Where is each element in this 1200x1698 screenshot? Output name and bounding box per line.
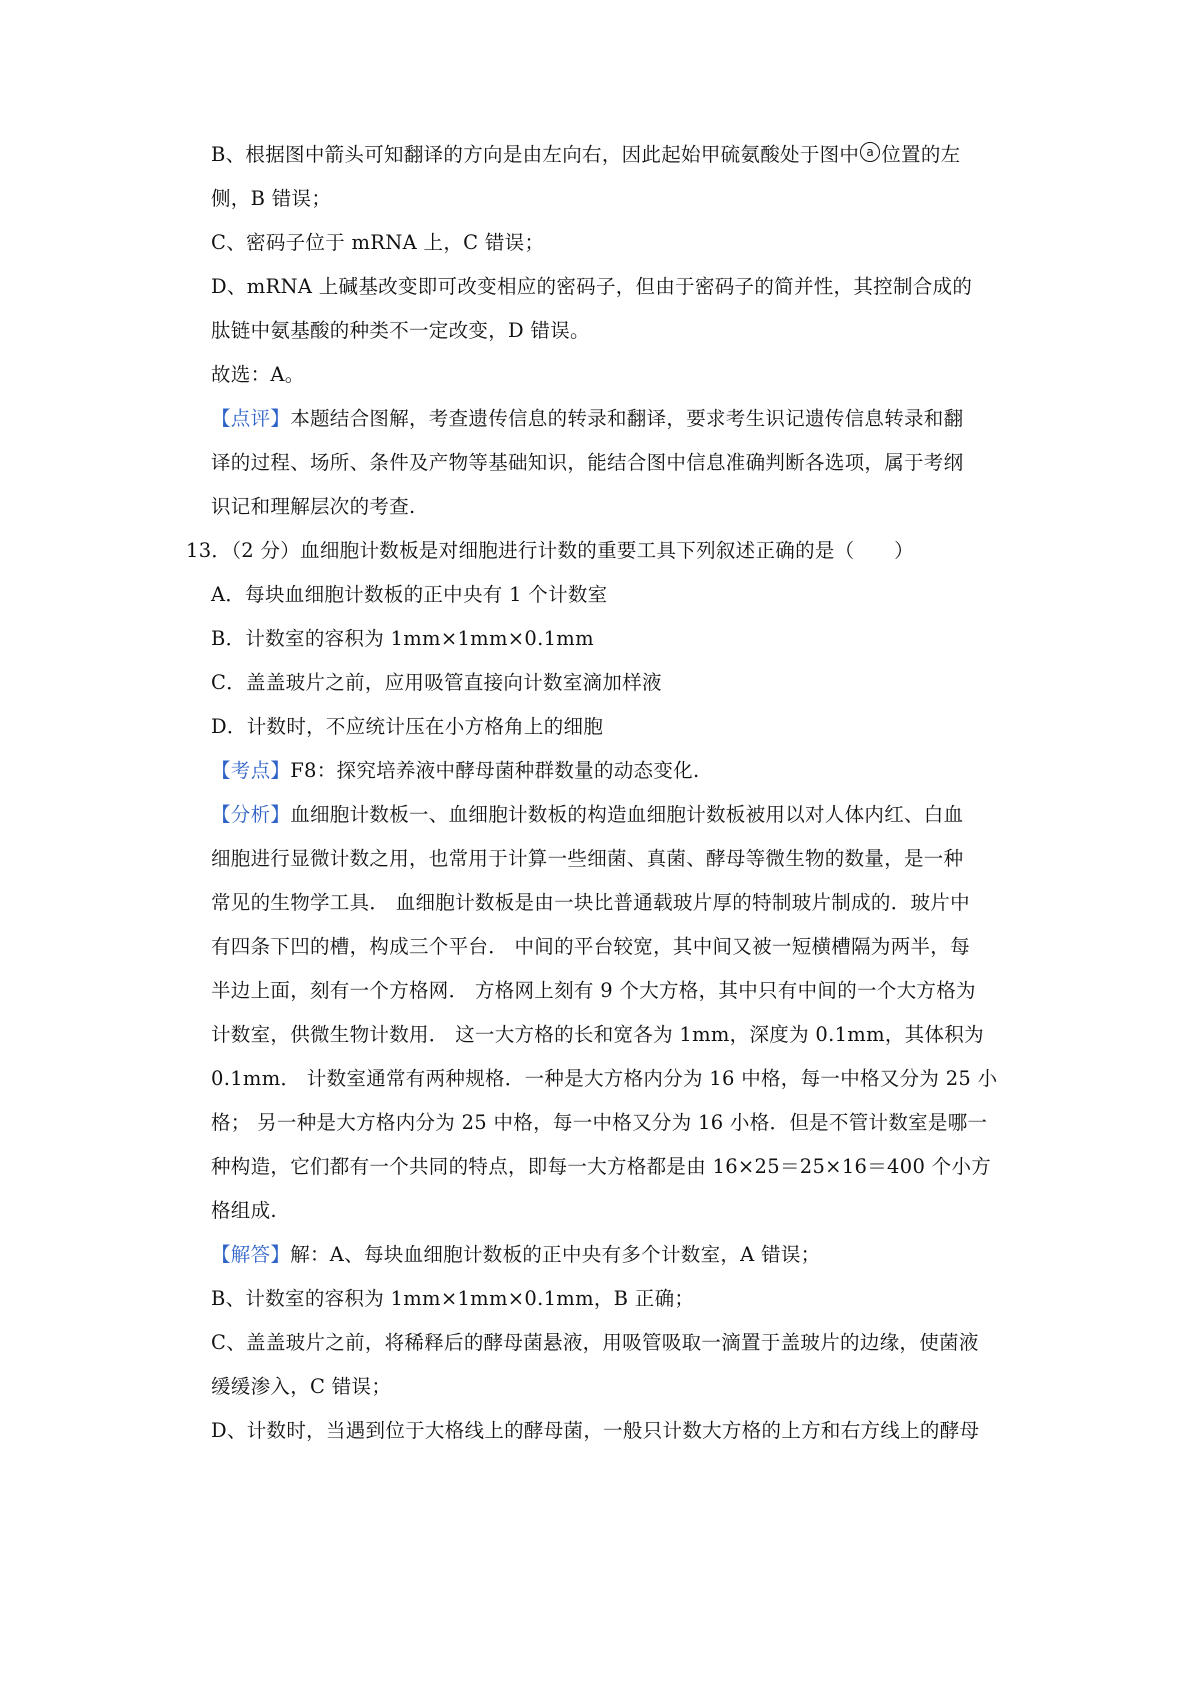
- comment-line: [211, 405, 1031, 433]
- line-text: F8：探究培养液中酵母菌种群数量的动态变化.: [290, 759, 700, 782]
- line-text: 本题结合图解，考查遗传信息的转录和翻译，要求考生识记遗传信息转录和翻: [290, 407, 964, 430]
- comment-tag: 【点评】: [211, 407, 291, 430]
- text-line: 细胞进行显微计数之用，也常用于计算一些细菌、真菌、酵母等微生物的数量，是一种: [211, 847, 964, 870]
- analysis-line-b: [211, 141, 1031, 169]
- solution-line: [211, 1241, 1031, 1269]
- text-line: C、盖盖玻片之前，将稀释后的酵母菌悬液，用吸管吸取一滴置于盖玻片的边缘，使菌液: [211, 1331, 979, 1354]
- text-line: D、计数时，当遇到位于大格线上的酵母菌，一般只计数大方格的上方和右方线上的酵母: [211, 1419, 980, 1442]
- line-text: B、根据图中箭头可知翻译的方向是由左向右，因此起始甲硫氨酸处于图中: [211, 143, 860, 166]
- text-line: 有四条下凹的槽，构成三个平台． 中间的平台较宽，其中间又被一短横槽隔为两半，每: [211, 935, 970, 958]
- knowledge-point-tag: 【考点】: [211, 759, 291, 782]
- circled-a-marker: a: [860, 142, 880, 162]
- text-line: 常见的生物学工具． 血细胞计数板是由一块比普通载玻片厚的特制玻片制成的．玻片中: [211, 891, 970, 914]
- text-line: 识记和理解层次的考查.: [211, 495, 416, 518]
- analysis-line-c: C、密码子位于 mRNA 上，C 错误；: [211, 231, 545, 254]
- text-line: 译的过程、场所、条件及产物等基础知识，能结合图中信息准确判断各选项，属于考纲: [211, 451, 964, 474]
- line-text: 血细胞计数板一、血细胞计数板的构造血细胞计数板被用以对人体内红、白血: [290, 803, 964, 826]
- option-d: D．计数时，不应统计压在小方格角上的细胞: [211, 715, 604, 738]
- question-13-stem: 13．（2 分）血细胞计数板是对细胞进行计数的重要工具下列叙述正确的是（ ）: [186, 539, 914, 562]
- text-line: 计数室，供微生物计数用． 这一大方格的长和宽各为 1mm，深度为 0.1mm，其体积为: [211, 1023, 984, 1046]
- text-line: 缓缓渗入，C 错误；: [211, 1375, 392, 1398]
- knowledge-point-line: [211, 757, 1031, 785]
- option-a: A．每块血细胞计数板的正中央有 1 个计数室: [211, 583, 608, 606]
- text-line: 格； 另一种是大方格内分为 25 中格，每一中格又分为 16 小格．但是不管计数室是哪一: [211, 1111, 988, 1134]
- option-c: C．盖盖玻片之前，应用吸管直接向计数室滴加样液: [211, 671, 662, 694]
- line-text: 解：A、每块血细胞计数板的正中央有多个计数室，A 错误；: [290, 1243, 821, 1266]
- line-text: 位置的左: [881, 143, 961, 166]
- option-b: B．计数室的容积为 1mm×1mm×0.1mm: [211, 627, 594, 650]
- solution-tag: 【解答】: [211, 1243, 291, 1266]
- analysis-tag: 【分析】: [211, 803, 291, 826]
- text-line: 0.1mm． 计数室通常有两种规格．一种是大方格内分为 16 中格，每一中格又分为 25 小: [211, 1067, 998, 1090]
- text-line: 半边上面，刻有一个方格网． 方格网上刻有 9 个大方格，其中只有中间的一个大方格为: [211, 979, 976, 1002]
- analysis-line-d: D、mRNA 上碱基改变即可改变相应的密码子，但由于密码子的简并性，其控制合成的: [211, 275, 973, 298]
- answer-choice: 故选：A。: [211, 363, 305, 386]
- analysis-line: [211, 801, 1031, 829]
- text-line: 侧，B 错误；: [211, 187, 332, 210]
- text-line: 格组成.: [211, 1199, 277, 1222]
- text-line: B、计数室的容积为 1mm×1mm×0.1mm，B 正确；: [211, 1287, 695, 1310]
- text-line: 种构造，它们都有一个共同的特点，即每一大方格都是由 16×25＝25×16＝400 个小方: [211, 1155, 992, 1178]
- text-line: 肽链中氨基酸的种类不一定改变，D 错误。: [211, 319, 590, 342]
